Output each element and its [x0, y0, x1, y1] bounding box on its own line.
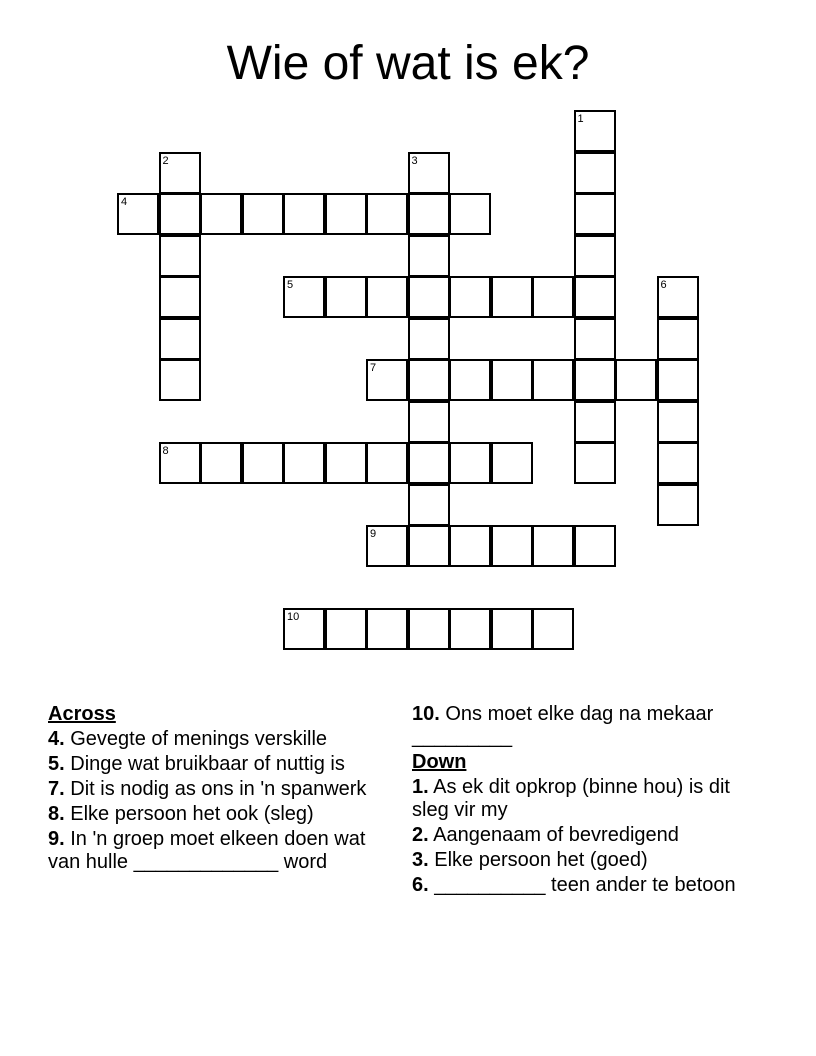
down-clue	[412, 849, 742, 872]
grid-cell[interactable]	[657, 401, 699, 443]
grid-cell[interactable]	[366, 442, 408, 484]
grid-cell[interactable]	[366, 608, 408, 650]
grid-cell[interactable]	[408, 276, 450, 318]
grid-cell[interactable]	[366, 359, 408, 401]
grid-cell[interactable]	[325, 193, 367, 235]
grid-cell[interactable]	[491, 442, 533, 484]
grid-cell[interactable]	[325, 442, 367, 484]
grid-cell[interactable]	[159, 318, 201, 360]
grid-cell[interactable]	[283, 193, 325, 235]
clue-number-label: 3.	[412, 849, 429, 871]
grid-cell[interactable]	[325, 608, 367, 650]
clue-number-label: 9.	[48, 828, 65, 850]
grid-cell[interactable]	[408, 359, 450, 401]
grid-cell[interactable]	[408, 235, 450, 277]
grid-cell[interactable]	[325, 276, 367, 318]
grid-cell[interactable]	[408, 401, 450, 443]
grid-cell[interactable]	[657, 442, 699, 484]
grid-cell[interactable]	[408, 484, 450, 526]
grid-cell[interactable]	[366, 276, 408, 318]
down-clue	[412, 776, 742, 822]
grid-cell[interactable]	[574, 359, 616, 401]
grid-cell[interactable]	[574, 318, 616, 360]
down-clue-list	[412, 776, 742, 897]
clue-number: 5	[287, 279, 294, 291]
grid-cell[interactable]	[532, 276, 574, 318]
clue-number-label: 7.	[48, 778, 65, 800]
grid-cell[interactable]	[491, 276, 533, 318]
clue-text: Dinge wat bruikbaar of nuttig is	[64, 753, 345, 775]
clue-number-label: 4.	[48, 728, 65, 750]
grid-cell[interactable]	[159, 235, 201, 277]
grid-cell[interactable]	[491, 525, 533, 567]
clue-number: 1	[577, 113, 584, 125]
clue-number: 9	[370, 528, 377, 540]
grid-cell[interactable]	[574, 276, 616, 318]
grid-cell[interactable]	[408, 608, 450, 650]
grid-cell[interactable]	[159, 152, 201, 194]
clue-number-label: 1.	[412, 776, 429, 798]
clue-text: Aangenaam of bevredigend	[428, 824, 679, 846]
clue-text: Gevegte of menings verskille	[64, 728, 328, 750]
grid-cell[interactable]	[408, 193, 450, 235]
across-clue	[48, 803, 383, 826]
grid-cell[interactable]	[574, 442, 616, 484]
puzzle-title: Wie of wat is ek?	[226, 37, 590, 90]
clue-number-label: 10.	[412, 703, 440, 725]
clue-text: Ons moet elke dag na mekaar _________	[412, 703, 714, 748]
grid-cell[interactable]	[574, 401, 616, 443]
grid-cell[interactable]	[159, 276, 201, 318]
down-clue	[412, 824, 742, 847]
clue-text: Dit is nodig as ons in 'n spanwerk	[64, 778, 367, 800]
grid-cell[interactable]	[449, 525, 491, 567]
grid-cell[interactable]	[159, 193, 201, 235]
grid-cell[interactable]	[283, 608, 325, 650]
grid-cell[interactable]	[200, 193, 242, 235]
grid-cell[interactable]	[574, 110, 616, 152]
across-clue-list	[48, 728, 383, 874]
grid-cell[interactable]	[532, 608, 574, 650]
down-clue	[412, 874, 742, 897]
grid-cell[interactable]	[574, 193, 616, 235]
grid-cell[interactable]	[408, 318, 450, 360]
clue-number: 2	[162, 154, 169, 167]
clues-left-column	[48, 703, 383, 876]
clue-text: Elke persoon het ook (sleg)	[64, 803, 314, 825]
grid-cell[interactable]	[657, 318, 699, 360]
clues-right-column	[412, 703, 742, 899]
grid-cell[interactable]	[657, 276, 699, 318]
clue-text: In 'n groep moet elkeen doen wat van hulle _____________ word	[48, 828, 366, 873]
grid-cell[interactable]	[574, 235, 616, 277]
grid-cell[interactable]	[449, 359, 491, 401]
grid-cell[interactable]	[532, 525, 574, 567]
grid-cell[interactable]	[491, 359, 533, 401]
grid-cell[interactable]	[366, 193, 408, 235]
grid-cell[interactable]	[159, 359, 201, 401]
clue-number-label: 8.	[48, 803, 65, 825]
clue-number: 7	[370, 362, 377, 374]
down-heading: Down	[412, 751, 467, 773]
grid-cell[interactable]	[532, 359, 574, 401]
across-heading: Across	[48, 703, 116, 725]
clue-number: 6	[660, 279, 667, 291]
clue-number: 3	[411, 154, 418, 167]
clue-number-label: 2.	[412, 824, 429, 846]
across-clue	[48, 728, 383, 751]
grid-cell[interactable]	[449, 608, 491, 650]
clue-text: As ek dit opkrop (binne hou) is dit sleg vir my	[412, 776, 730, 821]
clue-number: 4	[121, 196, 128, 208]
grid-cell[interactable]	[449, 276, 491, 318]
grid-cell[interactable]	[159, 442, 201, 484]
grid-cell[interactable]	[615, 359, 657, 401]
across-clue	[48, 753, 383, 776]
clue-number: 10	[287, 611, 300, 623]
grid-cell[interactable]	[449, 193, 491, 235]
grid-cell[interactable]	[408, 152, 450, 194]
grid-cell[interactable]	[408, 442, 450, 484]
grid-cell[interactable]	[242, 193, 284, 235]
grid-cell[interactable]	[449, 442, 491, 484]
grid-cell[interactable]	[574, 152, 616, 194]
grid-cell[interactable]	[491, 608, 533, 650]
grid-cell[interactable]	[657, 359, 699, 401]
grid-cell[interactable]	[283, 276, 325, 318]
across-clue	[412, 703, 742, 749]
grid-cell[interactable]	[366, 525, 408, 567]
clue-number-label: 6.	[412, 874, 429, 896]
grid-cell[interactable]	[242, 442, 284, 484]
grid-cell[interactable]	[117, 193, 159, 235]
across-clue	[48, 828, 383, 874]
clue-text: Elke persoon het (goed)	[428, 849, 648, 871]
grid-cell[interactable]	[283, 442, 325, 484]
across-clue	[48, 778, 383, 801]
clue-number: 8	[162, 445, 169, 457]
clue-number-label: 5.	[48, 753, 65, 775]
grid-cell[interactable]	[574, 525, 616, 567]
grid-cell[interactable]	[200, 442, 242, 484]
clue-text: __________ teen ander te betoon	[428, 874, 736, 896]
across-clue-list-continued	[412, 703, 742, 749]
grid-cell[interactable]	[408, 525, 450, 567]
grid-cell[interactable]	[657, 484, 699, 526]
